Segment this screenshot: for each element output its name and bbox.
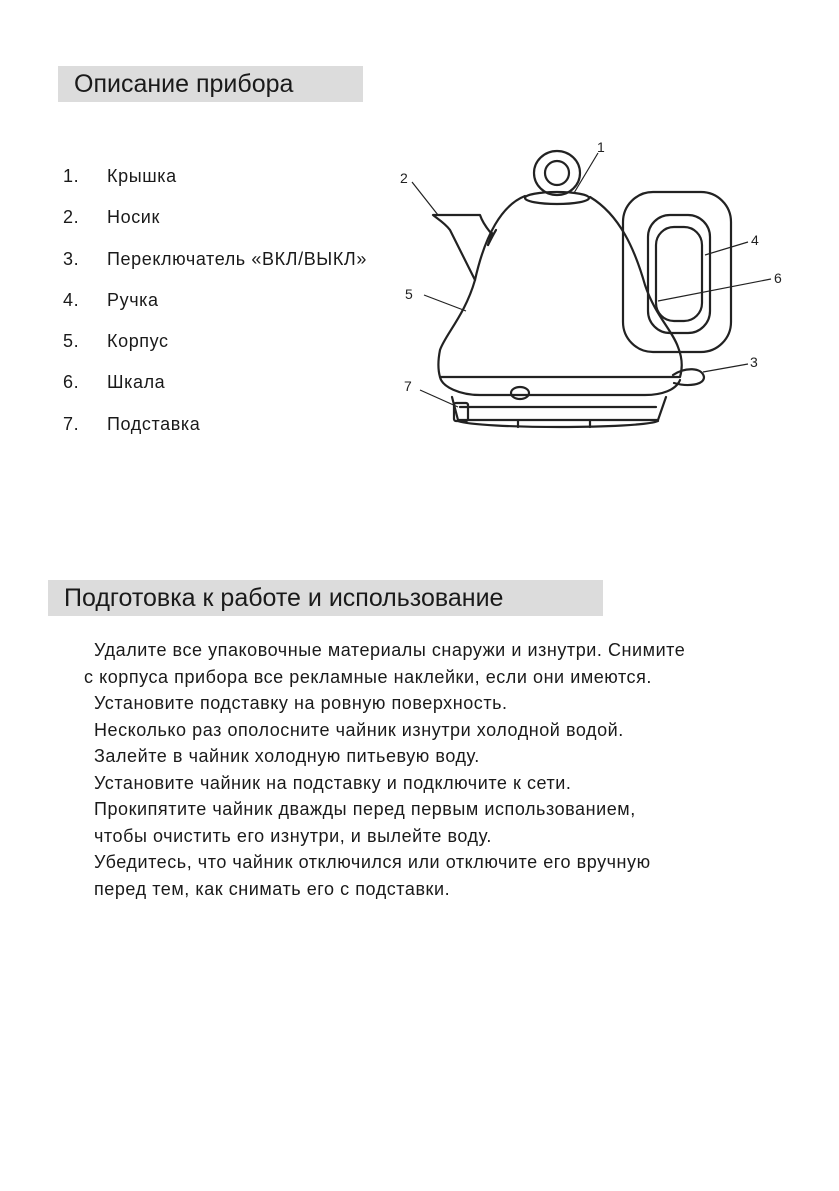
item-number: 7. <box>63 413 80 434</box>
list-item <box>63 249 367 290</box>
list-item <box>63 290 367 331</box>
item-label: Шкала <box>107 372 166 393</box>
callout-3: 3 <box>750 354 758 370</box>
item-label: Ручка <box>107 289 159 310</box>
item-number: 3. <box>63 248 80 269</box>
kettle-body <box>439 196 682 377</box>
list-item <box>63 331 367 372</box>
parts-list <box>63 166 367 455</box>
item-number: 6. <box>63 372 80 393</box>
step-paragraph: Залейте в чайник холодную питьевую воду. <box>94 746 480 766</box>
callout-4: 4 <box>751 232 759 248</box>
lid-knob <box>534 151 580 195</box>
callout-7: 7 <box>404 378 412 394</box>
item-number: 2. <box>63 207 80 228</box>
callout-5: 5 <box>405 286 413 302</box>
preparation-steps <box>84 637 686 902</box>
list-item <box>63 166 367 207</box>
step-paragraph: Удалите все упаковочные материалы снаружи и изнутри. Снимите с корпуса прибора все рекламные наклейки, если они имеются. <box>84 640 686 687</box>
stand <box>452 397 666 420</box>
power-indicator <box>511 387 529 399</box>
list-item <box>63 207 367 248</box>
item-number: 5. <box>63 331 80 352</box>
step-paragraph: Установите чайник на подставку и подключите к сети. <box>94 772 572 793</box>
kettle-diagram <box>390 135 800 445</box>
item-label: Подставка <box>107 413 201 434</box>
scale <box>648 215 710 333</box>
kettle-illustration <box>390 135 800 445</box>
item-label: Крышка <box>107 166 177 186</box>
callout-6: 6 <box>774 270 782 286</box>
step-paragraph: Установите подставку на ровную поверхность. <box>94 693 508 713</box>
callout-1: 1 <box>597 139 605 155</box>
section-title-preparation: Подготовка к работе и использование <box>48 580 603 616</box>
item-label: Носик <box>107 207 160 228</box>
item-number: 1. <box>63 166 80 186</box>
item-label: Корпус <box>107 331 169 352</box>
item-number: 4. <box>63 289 80 310</box>
callout-2: 2 <box>400 170 408 186</box>
list-item <box>63 414 367 455</box>
item-label: Переключатель «ВКЛ/ВЫКЛ» <box>107 248 367 269</box>
lid <box>525 192 589 204</box>
section-title-description: Описание прибора <box>58 66 363 102</box>
list-item <box>63 372 367 413</box>
step-paragraph: Несколько раз ополосните чайник изнутри холодной водой. <box>94 719 624 740</box>
step-paragraph: Убедитесь, что чайник отключился или отключите его вручную перед тем, как снимать его с подставки. <box>94 852 651 899</box>
step-paragraph: Прокипятите чайник дважды перед первым использованием, чтобы очистить его изнутри, и вылейте воду. <box>94 799 636 846</box>
lid-knob-hole <box>545 161 569 185</box>
spout <box>433 215 490 280</box>
